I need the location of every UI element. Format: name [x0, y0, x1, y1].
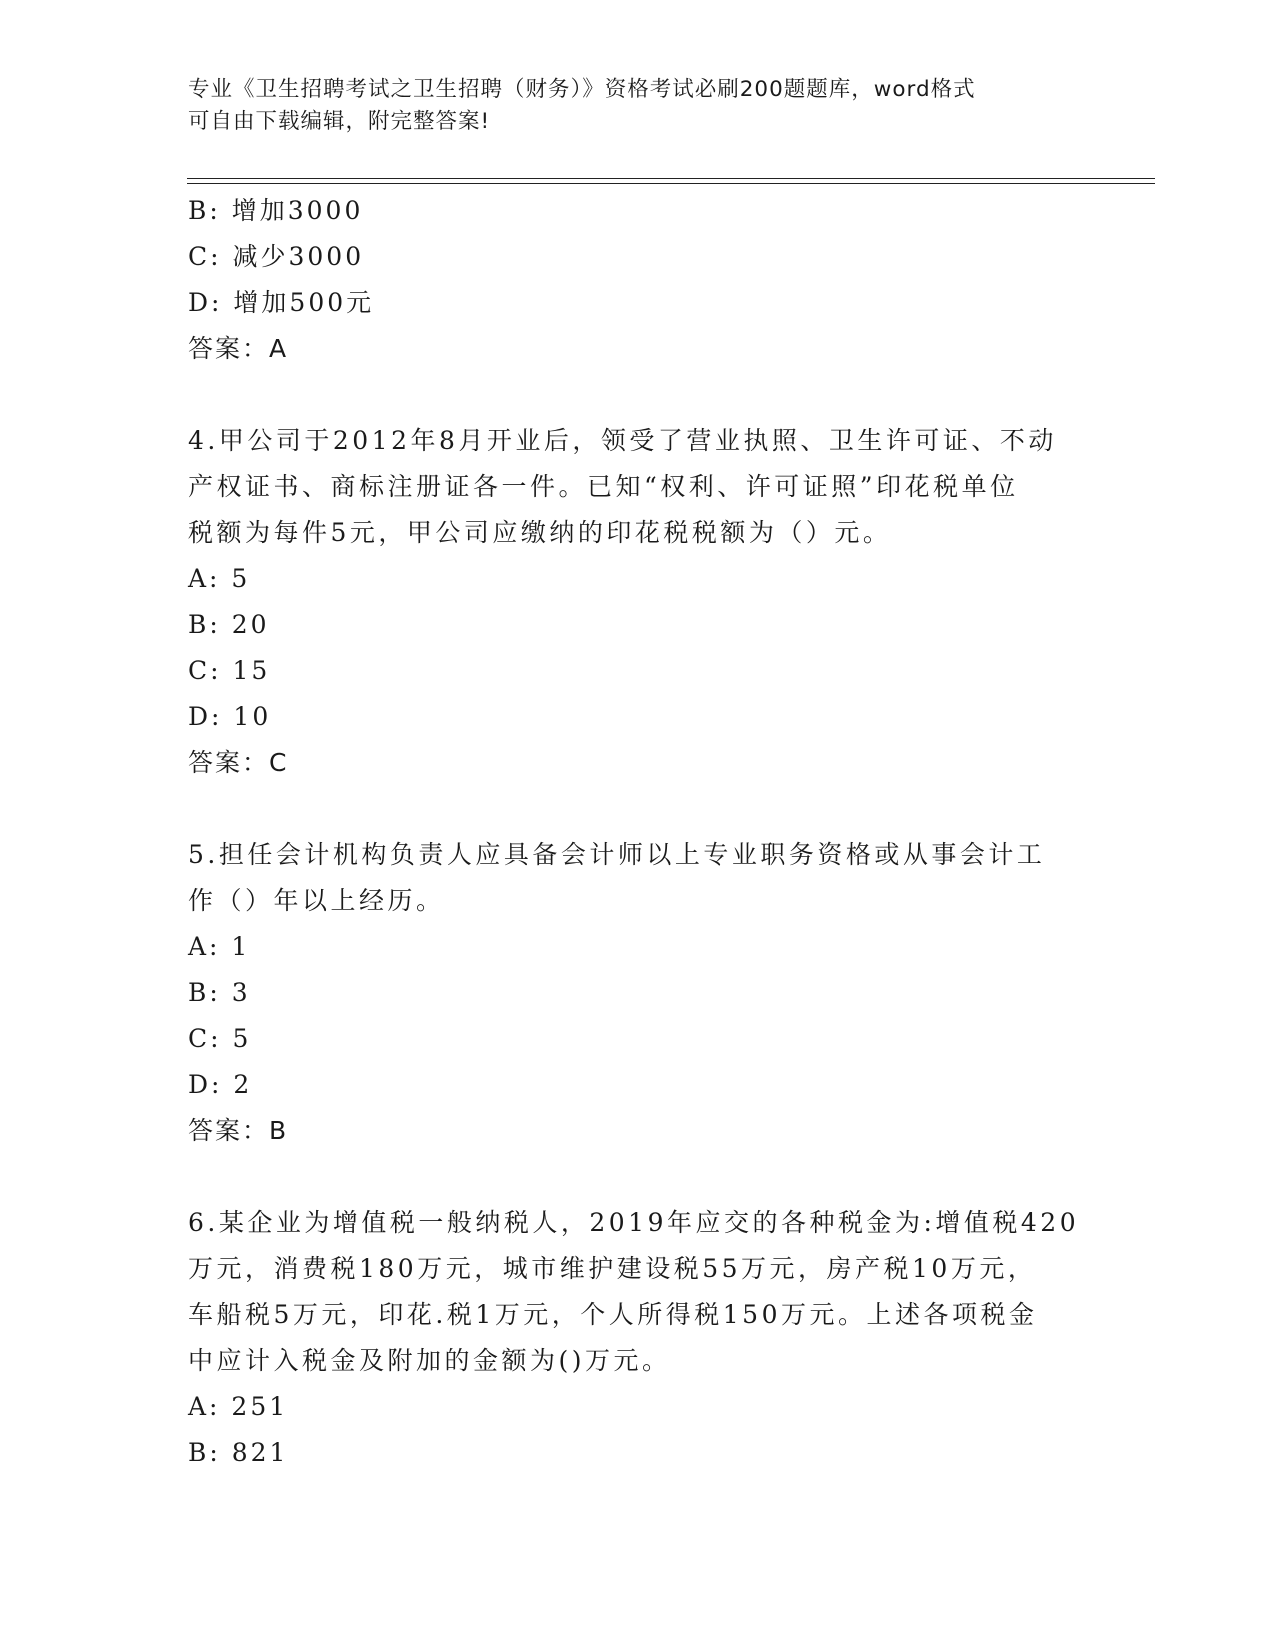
question-stem-line: 5.担任会计机构负责人应具备会计师以上专业职务资格或从事会计工 — [188, 840, 1046, 869]
header-divider-top — [187, 178, 1155, 179]
option-c: C: 15 — [188, 656, 271, 685]
option-d: D: 10 — [188, 702, 272, 731]
answer-line: 答案：C — [188, 748, 289, 777]
option-d: D: 增加500元 — [188, 288, 375, 317]
option-a: A: 5 — [188, 564, 251, 593]
option-b: B: 3 — [188, 978, 251, 1007]
question-stem-line: 作（）年以上经历。 — [188, 886, 445, 915]
question-stem-line: 4.甲公司于2012年8月开业后，领受了营业执照、卫生许可证、不动 — [188, 426, 1057, 455]
option-a: A: 251 — [188, 1392, 289, 1421]
option-c: C: 5 — [188, 1024, 252, 1053]
option-b: B: 增加3000 — [188, 196, 364, 225]
document-body — [188, 188, 1088, 1476]
question-stem-line: 产权证书、商标注册证各一件。已知“权利、许可证照”印花税单位 — [188, 472, 1019, 501]
question-4 — [188, 418, 1088, 786]
question-stem-line: 车船税5万元，印花.税1万元，个人所得税150万元。上述各项税金 — [188, 1300, 1038, 1329]
question-3-continuation — [188, 188, 1088, 372]
option-b: B: 20 — [188, 610, 270, 639]
header-title-line-1: 专业《卫生招聘考试之卫生招聘（财务）》资格考试必刷200题题库，word格式 — [188, 77, 976, 102]
header-title-line-2: 可自由下载编辑，附完整答案! — [188, 109, 491, 134]
question-stem-line: 税额为每件5元，甲公司应缴纳的印花税税额为（）元。 — [188, 518, 892, 547]
question-5 — [188, 832, 1088, 1154]
question-stem-line: 中应计入税金及附加的金额为()万元。 — [188, 1346, 671, 1375]
document-header — [188, 74, 1088, 138]
answer-line: 答案：B — [188, 1116, 289, 1145]
option-c: C: 减少3000 — [188, 242, 365, 271]
question-stem-line: 6.某企业为增值税一般纳税人，2019年应交的各种税金为:增值税420 — [188, 1208, 1080, 1237]
option-d: D: 2 — [188, 1070, 253, 1099]
question-6 — [188, 1200, 1088, 1476]
option-a: A: 1 — [188, 932, 251, 961]
answer-line: 答案：A — [188, 334, 289, 363]
option-b: B: 821 — [188, 1438, 289, 1467]
header-divider-bottom — [187, 183, 1155, 184]
question-stem-line: 万元，消费税180万元，城市维护建设税55万元，房产税10万元， — [188, 1254, 1037, 1283]
